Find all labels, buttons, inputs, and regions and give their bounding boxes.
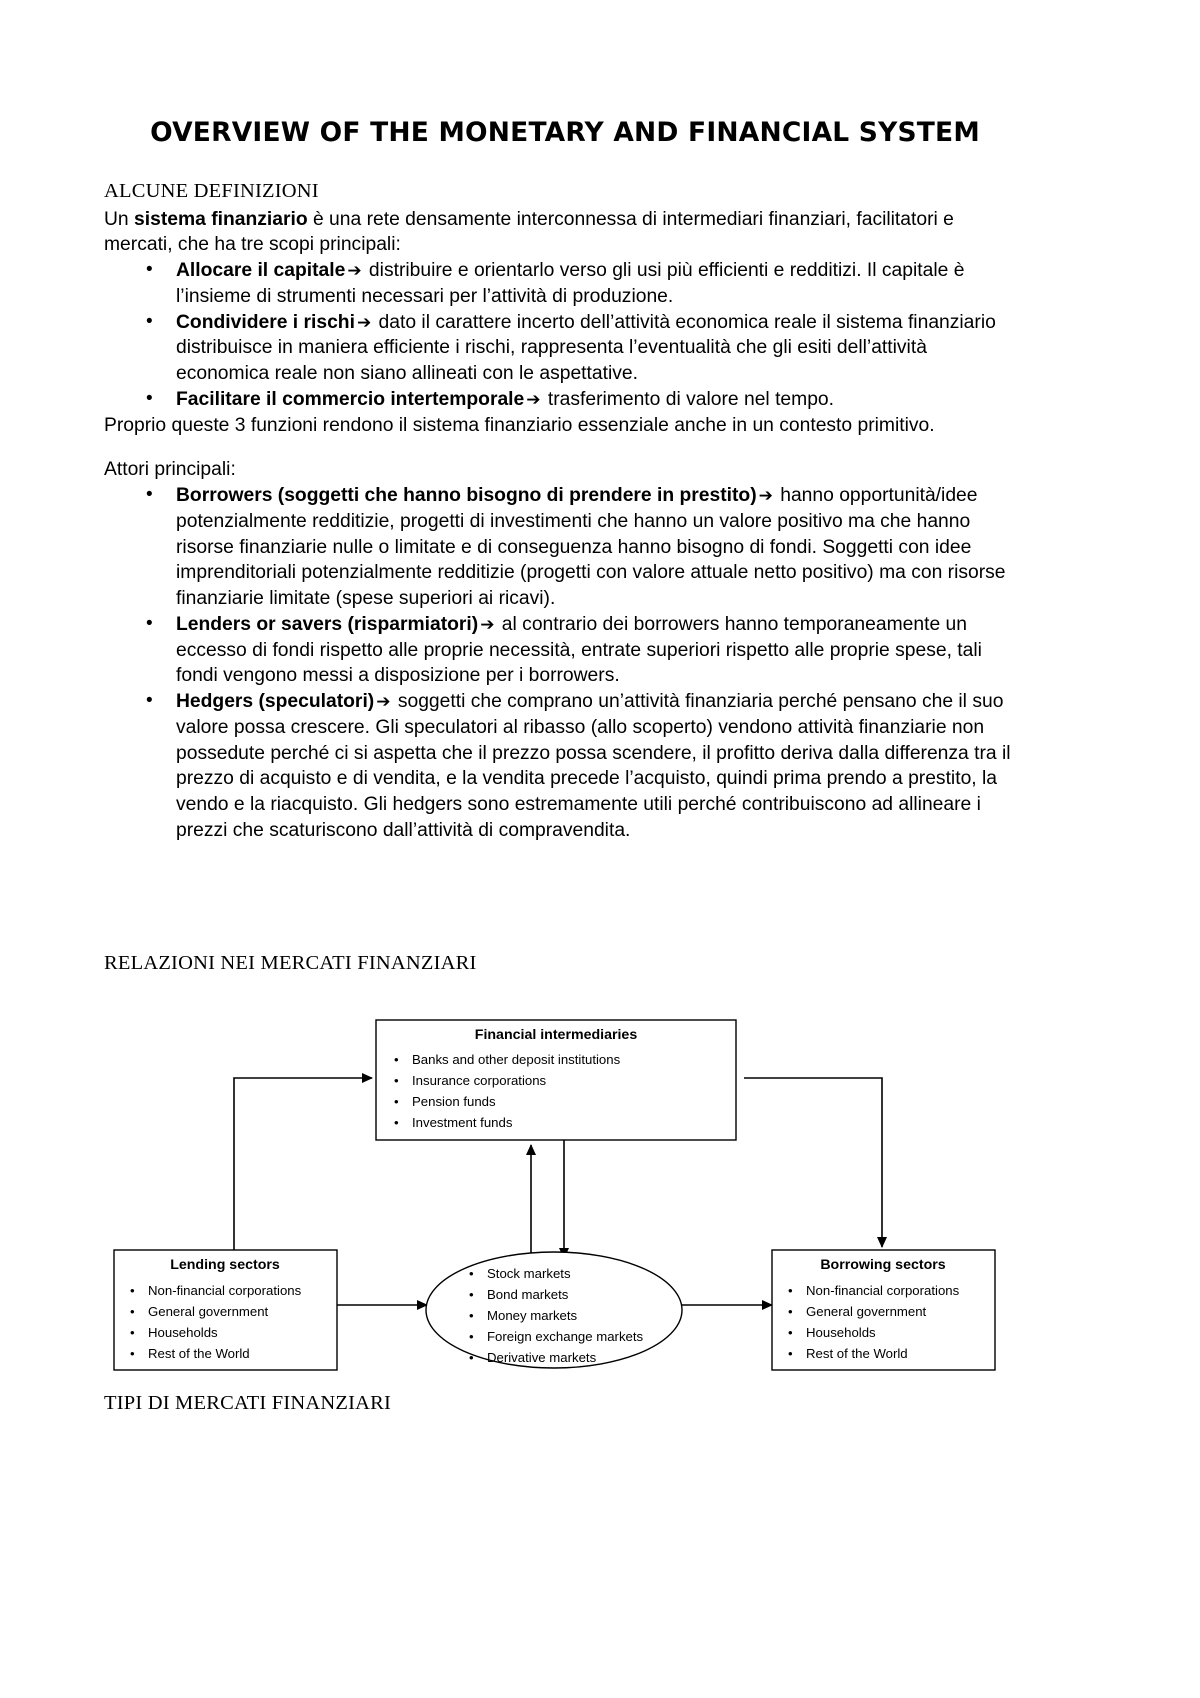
bullet-body-text: distribuire e orientarlo verso gli usi più efficienti e redditizi. Il capitale è l’insieme di strumenti necessari per l’attività di produzione. — [176, 260, 965, 307]
intro-text-post: è una rete densamente interconnessa di intermediari finanziari, facilitatori e mercati, che ha tre scopi principali: — [104, 208, 954, 256]
borrowing-item: General government — [806, 1304, 927, 1319]
bullet-body-text: trasferimento di valore nel tempo. — [542, 388, 835, 410]
borrowing-item: Rest of the World — [806, 1346, 908, 1361]
borrowing-item: Households — [806, 1325, 876, 1340]
bullet-dot: • — [788, 1304, 793, 1319]
market-item: Foreign exchange markets — [487, 1329, 644, 1344]
market-item: Stock markets — [487, 1266, 571, 1281]
document-body — [104, 118, 1016, 844]
bullet-dot: • — [130, 1283, 135, 1298]
market-item: Money markets — [487, 1308, 578, 1323]
intermediaries-item: Banks and other deposit institutions — [412, 1052, 621, 1067]
arrow-right-icon: ➔ — [356, 312, 372, 333]
lending-item: Rest of the World — [148, 1346, 250, 1361]
arrow-intermediaries-to-borrowing — [744, 1078, 882, 1247]
intermediaries-item: Insurance corporations — [412, 1073, 547, 1088]
bullet-body-text: dato il carattere incerto dell’attività economica reale il sistema finanziario distribuisce in maniera efficiente i rischi, rappresenta l’eventualità che gli esiti dell’attività economica reale non siano allineati con le aspettative. — [176, 311, 996, 385]
lending-title: Lending sectors — [170, 1257, 280, 1273]
list-item — [104, 483, 1016, 612]
definizioni-closing-paragraph: Proprio queste 3 funzioni rendono il sistema finanziario essenziale anche in un contesto primitivo. — [104, 414, 935, 436]
bullet-dot: • — [788, 1346, 793, 1361]
bullet-dot: • — [394, 1052, 399, 1067]
bullet-body-text: al contrario dei borrowers hanno temporaneamente un eccesso di fondi rispetto alle proprie necessità, entrate superiori rispetto alle proprie spese, tali fondi vengono messi a disposizione per i borrowers. — [176, 613, 982, 687]
bullet-dot: • — [469, 1287, 474, 1302]
box-lending-sectors — [114, 1250, 337, 1370]
arrow-right-icon: ➔ — [758, 486, 773, 507]
arrow-right-icon: ➔ — [376, 692, 391, 713]
list-item — [104, 612, 1016, 689]
section-heading-relazioni: RELAZIONI NEI MERCATI FINANZIARI — [104, 952, 477, 974]
bullet-dot: • — [130, 1346, 135, 1361]
bullet-dot: • — [394, 1073, 399, 1088]
bullet-body-text: soggetti che comprano un’attività finanziaria perché pensano che il suo valore possa crescere. Gli speculatori al ribasso (allo scoperto) vendono attività finanziarie non possedute perché ci si aspetta che il prezzo possa scendere, il profitto deriva dalla differenza tra il prezzo di acquisto e di vendita, e la vendita precede l’acquisto, quindi prima prendo a prestito, la vendo e la riacquisto. Gli hedgers sono estremamente utili perché contribuiscono ad allineare i prezzi che scaturiscono dall’attività di compravendita. — [176, 691, 1011, 841]
bullet-lead-label: Lenders or savers (risparmiatori) — [176, 613, 479, 635]
intermediaries-title: Financial intermediaries — [474, 1027, 638, 1043]
bullet-lead-label: Allocare il capitale — [176, 260, 346, 282]
bullet-lead-label: Facilitare il commercio intertemporale — [176, 388, 525, 410]
market-item: Derivative markets — [487, 1350, 597, 1365]
borrowing-item: Non-financial corporations — [806, 1283, 960, 1298]
bullet-dot: • — [469, 1350, 474, 1365]
intermediaries-item: Pension funds — [412, 1094, 496, 1109]
lending-item: Non-financial corporations — [148, 1283, 302, 1298]
intro-text-bold: sistema finanziario — [134, 208, 308, 230]
list-item — [104, 689, 1016, 844]
bullet-dot: • — [788, 1283, 793, 1298]
bullet-lead-label: Hedgers (speculatori) — [176, 691, 375, 713]
bullet-dot: • — [394, 1094, 399, 1109]
lending-item: General government — [148, 1304, 269, 1319]
intro-text-pre: Un — [104, 208, 135, 230]
list-item — [104, 258, 1016, 310]
bullet-dot: • — [130, 1325, 135, 1340]
bullet-dot: • — [394, 1115, 399, 1130]
lending-item: Households — [148, 1325, 218, 1340]
page-title: OVERVIEW OF THE MONETARY AND FINANCIAL SYSTEM — [150, 117, 980, 148]
arrow-right-icon: ➔ — [347, 261, 362, 282]
bullet-dot: • — [469, 1308, 474, 1323]
bullet-dot: • — [130, 1304, 135, 1319]
bullet-lead-label: Condividere i rischi — [176, 311, 355, 333]
definizioni-bullet-list — [104, 258, 1016, 413]
bullet-lead-label: Borrowers (soggetti che hanno bisogno di prendere in prestito) — [176, 485, 757, 507]
bullet-dot: • — [469, 1329, 474, 1344]
ellipse-financial-markets — [426, 1252, 682, 1368]
bullet-dot: • — [788, 1325, 793, 1340]
box-borrowing-sectors — [772, 1250, 995, 1370]
definizioni-intro-paragraph — [104, 207, 1016, 259]
bullet-body-text: hanno opportunità/idee potenzialmente redditizie, progetti di investimenti che hanno un valore positivo ma che hanno risorse finanziarie nulle o limitate e di conseguenza hanno bisogno di fondi. Soggetti con idee imprenditoriali potenzialmente redditizie (progetti con valore attuale netto positivo) ma con risorse finanziarie limitate (spese superiori ai ricavi). — [176, 485, 1006, 610]
section-heading-tipi-mercati: TIPI DI MERCATI FINANZIARI — [104, 1392, 392, 1414]
bullet-dot: • — [469, 1266, 474, 1281]
arrow-right-icon: ➔ — [526, 389, 541, 410]
list-item — [104, 310, 1016, 387]
intermediaries-item: Investment funds — [412, 1115, 513, 1130]
section-heading-definizioni: ALCUNE DEFINIZIONI — [104, 180, 319, 203]
financial-system-diagram — [104, 1010, 1094, 1400]
arrow-lending-to-intermediaries — [234, 1078, 372, 1250]
arrow-right-icon: ➔ — [480, 614, 495, 635]
attori-bullet-list — [104, 483, 1016, 844]
section-heading-attori: Attori principali: — [104, 459, 236, 481]
borrowing-title: Borrowing sectors — [820, 1257, 946, 1273]
box-financial-intermediaries — [376, 1020, 736, 1140]
market-item: Bond markets — [487, 1287, 569, 1302]
list-item — [104, 387, 1016, 413]
